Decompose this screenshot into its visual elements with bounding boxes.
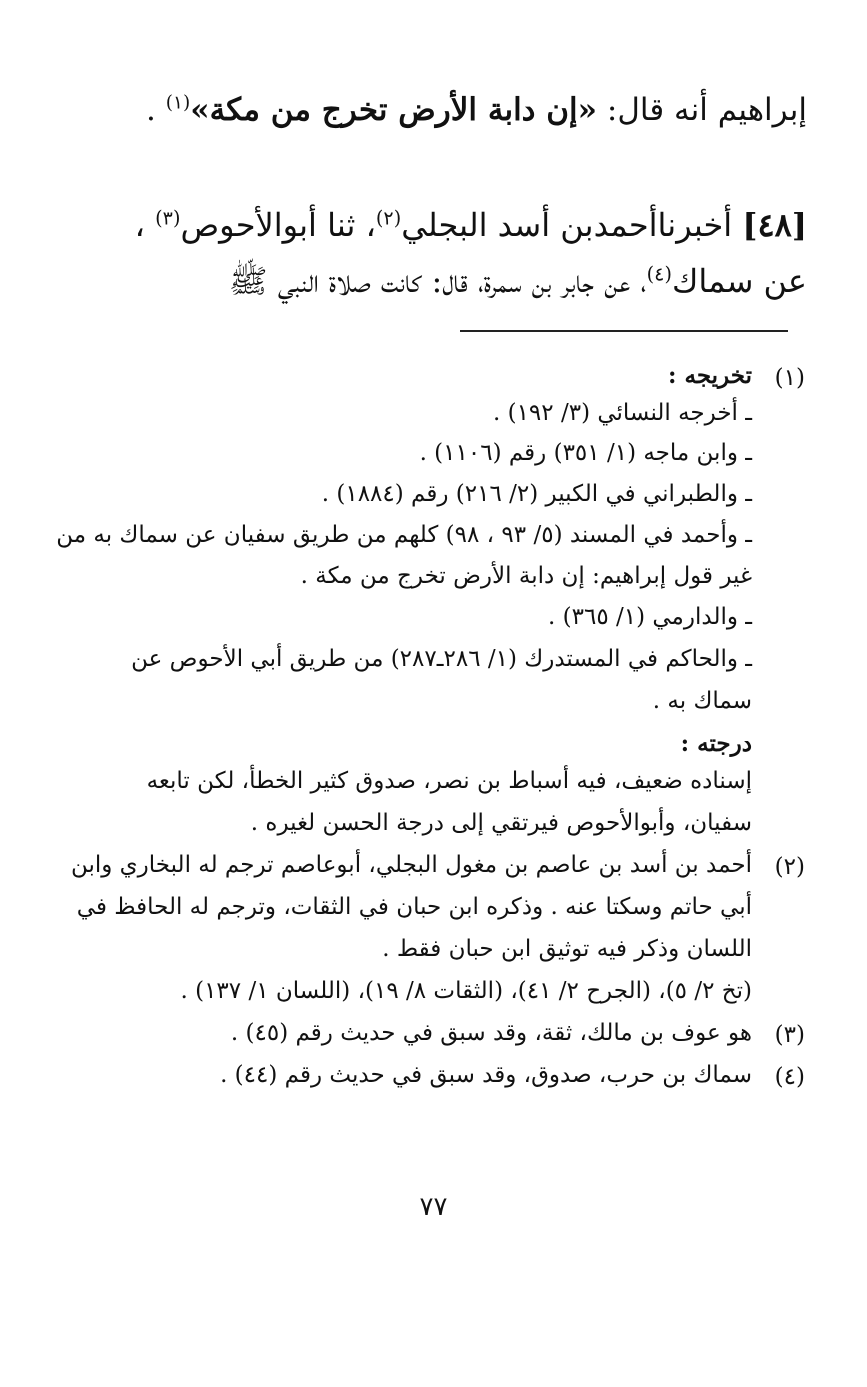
footnote-1-line: ـ وأحمد في المسند (٥/ ٩٣ ، ٩٨) كلهم من طريق سفيان عن سماك به من — [56, 522, 752, 548]
footnote-1-line: غير قول إبراهيم: إن دابة الأرض تخرج من مكة . — [300, 563, 752, 589]
grade-heading: درجته : — [680, 730, 752, 757]
line2-part-a: أخبرناأحمدبن أسد البجلي — [401, 206, 743, 244]
footnote-2-line: أحمد بن أسد بن عاصم بن مغول البجلي، أبوعاصم ترجم له البخاري وابن — [70, 852, 752, 878]
footnote-2-line: أبي حاتم وسكتا عنه . وذكره ابن حبان في الثقات، وترجم له الحافظ في — [76, 894, 752, 920]
line2-part-b: ، ثنا أبوالأحوص — [180, 206, 376, 244]
footnote-4-marker: (٤) — [774, 1064, 805, 1090]
footnote-3-text: هو عوف بن مالك، ثقة، وقد سبق في حديث رقم (٤٥) . — [230, 1020, 752, 1046]
footnote-1-marker: (١) — [774, 365, 805, 391]
footnote-separator — [460, 330, 788, 332]
line2-part-c: ، — [134, 206, 156, 244]
footnote-1-heading: تخريجه : — [667, 362, 752, 389]
footnote-ref-2: (٢) — [375, 206, 402, 230]
footnote-1-line: ـ وابن ماجه (١/ ٣٥١) رقم (١١٠٦) . — [419, 440, 752, 466]
line1-suffix: . — [145, 92, 166, 128]
footnote-ref-1: (١) — [165, 92, 191, 114]
footnote-ref-3: (٣) — [155, 206, 181, 230]
hadith-line-2 — [229, 262, 807, 308]
line1-quote: «إن دابة الأرض تخرج من مكة» — [190, 92, 598, 128]
hadith-number: [٤٨] — [742, 206, 807, 244]
grade-line: سفيان، وأبوالأحوص فيرتقي إلى درجة الحسن لغيره . — [250, 810, 752, 836]
footnote-2-marker: (٢) — [774, 854, 805, 880]
page-number: ٧٧ — [419, 1192, 448, 1222]
footnote-1-line: ـ والحاكم في المستدرك (١/ ٢٨٦ـ٢٨٧) من طريق أبي الأحوص عن — [131, 646, 752, 672]
footnote-2-line: اللسان وذكر فيه توثيق ابن حبان فقط . — [382, 936, 752, 962]
footnote-2-line: (تخ ٢/ ٥)، (الجرح ٢/ ٤١)، (الثقات ٨/ ١٩)، (اللسان ١/ ١٣٧) . — [180, 978, 752, 1004]
footnote-4-text: سماك بن حرب، صدوق، وقد سبق في حديث رقم (٤٤) . — [220, 1062, 752, 1088]
footnote-1-line: ـ والطبراني في الكبير (٢/ ٢١٦) رقم (١٨٨٤) . — [321, 481, 752, 507]
footnote-ref-4: (٤) — [646, 262, 672, 286]
line1-prefix: إبراهيم أنه قال: — [597, 92, 807, 128]
footnote-1-line: سماك به . — [652, 688, 752, 714]
line3-part-b: ، عن جابر بن سمرة، قال: كانت صلاة النبي ﷺ — [228, 262, 647, 300]
main-text-line-1 — [146, 92, 807, 128]
footnote-1-line: ـ والدارمي (١/ ٣٦٥) . — [548, 604, 752, 630]
line3-part-a: عن سماك — [671, 262, 807, 300]
footnote-1-line: ـ أخرجه النسائي (٣/ ١٩٢) . — [492, 400, 752, 426]
grade-line: إسناده ضعيف، فيه أسباط بن نصر، صدوق كثير الخطأ، لكن تابعه — [146, 768, 752, 794]
footnote-3-marker: (٣) — [774, 1022, 805, 1048]
hadith-line-1 — [135, 206, 807, 244]
